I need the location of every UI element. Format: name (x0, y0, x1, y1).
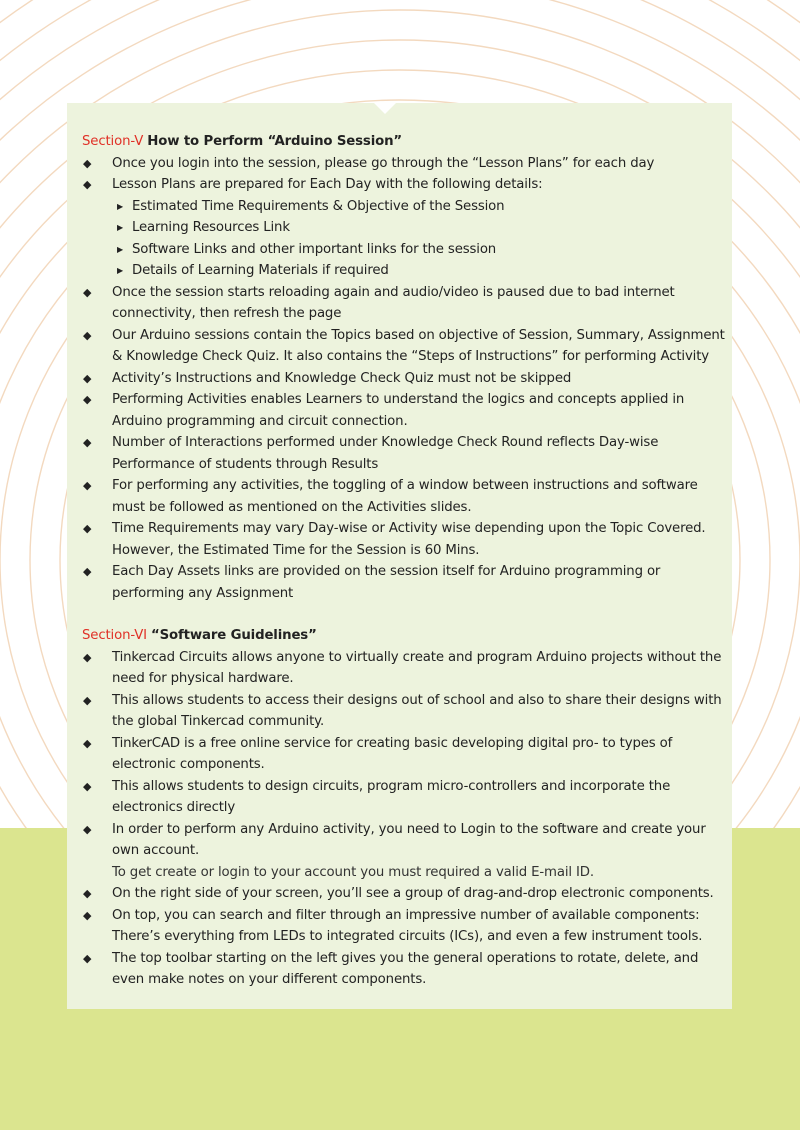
sub-list-item: ▶ Software Links and other important links for the session (117, 241, 497, 257)
triangle-bullet-icon: ▶ (117, 201, 124, 211)
list-item: ◆ TinkerCAD is a free online service for creating basic developing digital pro- to types of electronic components. (83, 735, 673, 772)
list-item: ◆ This allows students to design circuits, program micro-controllers and incorporate the electronics directly (83, 778, 671, 815)
list-item: ◆ For performing any activities, the toggling of a window between instructions and software must be followed as mentioned on the Activities slides. (83, 478, 698, 515)
diamond-bullet-icon: ◆ (83, 736, 92, 750)
triangle-bullet-icon: ▶ (117, 244, 124, 254)
diamond-bullet-icon: ◆ (83, 479, 92, 492)
list-item: ◆ Our Arduino sessions contain the Topics based on objective of Session, Summary, Assignment & Knowledge Check Quiz. It also contains the “Steps of Instructions” for performing Activity (83, 327, 725, 364)
list-item: ◆ On the right side of your screen, you’ll see a group of drag-and-drop electronic components. (83, 886, 714, 901)
diamond-bullet-icon: ◆ (83, 328, 92, 342)
card-notch (374, 103, 396, 114)
diamond-bullet-icon: ◆ (83, 178, 92, 191)
diamond-bullet-icon: ◆ (83, 650, 92, 664)
section-v-label: Section-V (82, 134, 144, 149)
diamond-bullet-icon: ◆ (83, 285, 92, 299)
section-v-list (82, 153, 732, 605)
list-item: ◆ Activity’s Instructions and Knowledge Check Quiz must not be skipped (83, 370, 572, 386)
diamond-bullet-icon: ◆ (83, 887, 92, 900)
diamond-bullet-icon: ◆ (83, 393, 92, 406)
diamond-bullet-icon: ◆ (83, 908, 92, 922)
section-vi-label: Section-VI (82, 628, 147, 643)
list-item: ◆ Number of Interactions performed under Knowledge Check Round reflects Day-wise Performance of students through Results (83, 435, 659, 472)
list-item: ◆ Once the session starts reloading again and audio/video is paused due to bad internet connectivity, then refresh the page (83, 284, 675, 321)
diamond-bullet-icon: ◆ (83, 822, 92, 836)
diamond-bullet-icon: ◆ (83, 565, 92, 578)
section-v-heading (82, 131, 732, 153)
list-item: ◆ Performing Activities enables Learners to understand the logics and concepts applied in Arduino programming and circuit connection. (83, 392, 685, 429)
list-item: ◆ This allows students to access their designs out of school and also to share their designs with the global Tinkercad community. (83, 692, 722, 729)
triangle-bullet-icon: ▶ (117, 266, 124, 275)
list-item: ◆ Lesson Plans are prepared for Each Day with the following details: ▶ Estimated Time Requirements & Objective of the Session ▶ Learning Resources Link ▶ Software Links and other important links for the session ▶ Details of Learning Materials if required (82, 174, 732, 282)
section-spacer (82, 604, 732, 625)
diamond-bullet-icon: ◆ (83, 693, 92, 707)
sub-list-item: ▶ Learning Resources Link (117, 220, 290, 235)
sub-list (112, 196, 732, 282)
diamond-bullet-icon: ◆ (83, 436, 92, 449)
diamond-bullet-icon: ◆ (83, 522, 92, 535)
list-item: ◆ Tinkercad Circuits allows anyone to virtually create and program Arduino projects without the need for physical hardware. (83, 649, 722, 686)
content-area (82, 131, 732, 991)
list-item: ◆ The top toolbar starting on the left gives you the general operations to rotate, delete, and even make notes on your different components. (83, 950, 699, 987)
list-item: ◆ Each Day Assets links are provided on the session itself for Arduino programming or performing any Assignment (83, 564, 661, 601)
section-vi-title: “Software Guidelines” (151, 628, 317, 643)
sub-list-item: ▶ Estimated Time Requirements & Objective of the Session (117, 198, 505, 214)
list-item: ◆ On top, you can search and filter through an impressive number of available components: There’s everything from LEDs to integrated circuits (ICs), and even a few instrument tools. (83, 907, 703, 944)
sub-list-item: ▶ Details of Learning Materials if required (117, 263, 389, 278)
list-item: ◆ In order to perform any Arduino activity, you need to Login to the software and create your own account. (83, 821, 706, 858)
section-vi-list (82, 647, 732, 862)
list-item: ◆ Once you login into the session, please go through the “Lesson Plans” for each day (83, 155, 655, 171)
triangle-bullet-icon: ▶ (117, 223, 124, 232)
diamond-bullet-icon: ◆ (83, 951, 92, 965)
section-vi-heading (82, 625, 732, 647)
email-requirement-note: To get create or login to your account you must required a valid E-mail ID. (112, 864, 594, 880)
list-item: ◆ Time Requirements may vary Day-wise or Activity wise depending upon the Topic Covered. However, the Estimated Time for the Session is 60 Mins. (83, 521, 706, 558)
diamond-bullet-icon: ◆ (83, 156, 92, 170)
diamond-bullet-icon: ◆ (83, 779, 92, 793)
section-v-title: How to Perform “Arduino Session” (147, 134, 402, 149)
section-vi-list-continued (82, 883, 732, 991)
diamond-bullet-icon: ◆ (83, 371, 92, 385)
